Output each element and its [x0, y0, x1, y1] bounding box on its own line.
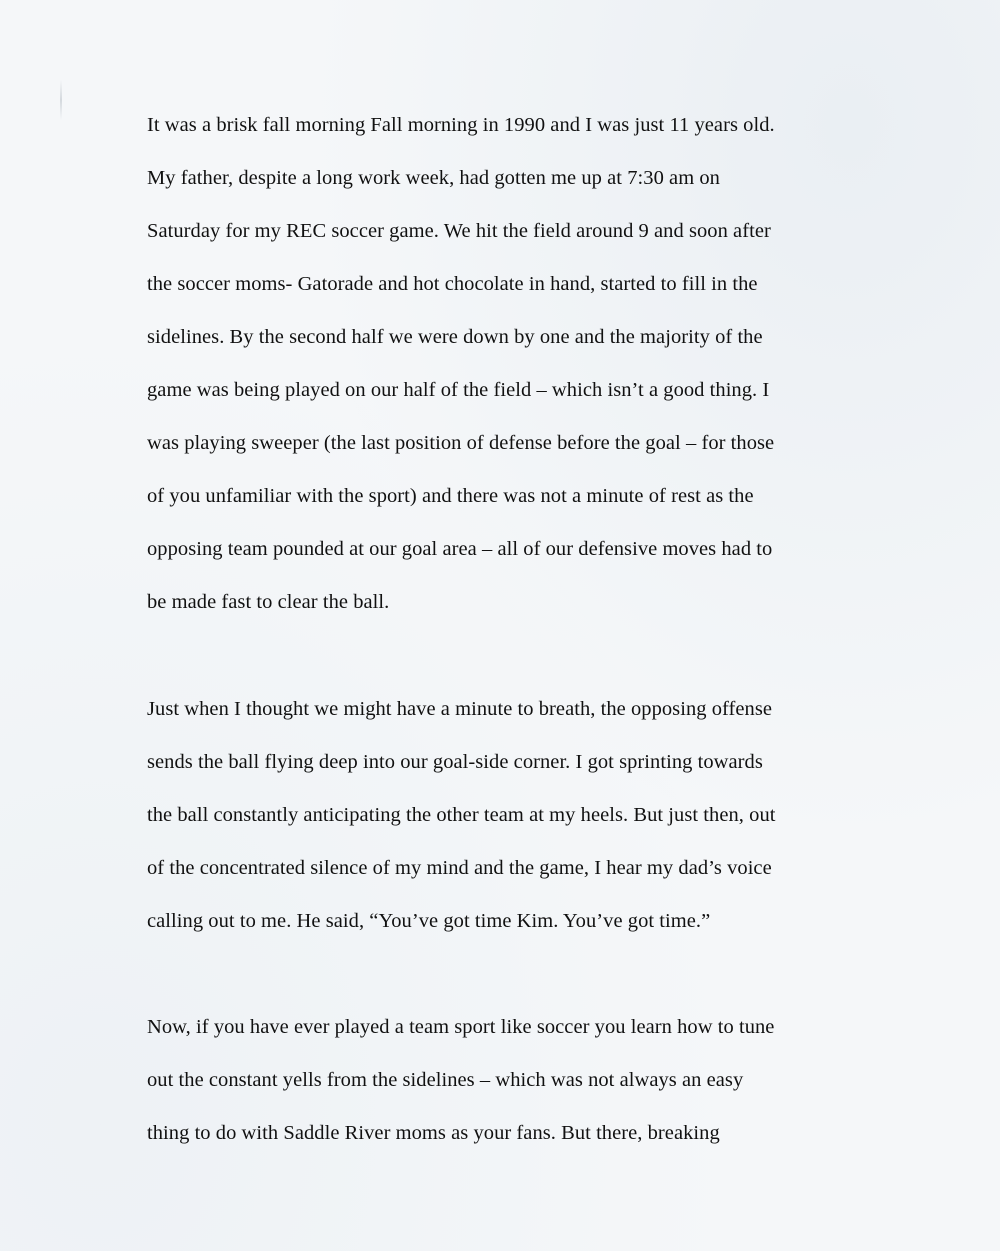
paragraph-line: of the concentrated silence of my mind and the game, I hear my dad’s voice [147, 857, 772, 879]
paragraph-line: was playing sweeper (the last position of defense before the goal – for those [147, 432, 775, 454]
paragraph-line: Just when I thought we might have a minute to breath, the opposing offense [147, 698, 773, 720]
paragraph-line: game was being played on our half of the field – which isn’t a good thing. I [147, 379, 770, 401]
paragraph-line: calling out to me. He said, “You’ve got time Kim. You’ve got time.” [147, 910, 711, 932]
paragraph-line: the ball constantly anticipating the other team at my heels. But just then, out [147, 804, 776, 826]
paragraph-line: Saturday for my REC soccer game. We hit the field around 9 and soon after [147, 220, 771, 242]
scan-artifact [60, 80, 62, 120]
paragraph-line: the soccer moms- Gatorade and hot chocolate in hand, started to fill in the [147, 273, 758, 295]
paragraph-line: thing to do with Saddle River moms as your fans. But there, breaking [147, 1122, 720, 1144]
paragraph-line: of you unfamiliar with the sport) and there was not a minute of rest as the [147, 485, 754, 507]
paragraph-line: My father, despite a long work week, had gotten me up at 7:30 am on [147, 167, 720, 189]
paragraph-line: be made fast to clear the ball. [147, 591, 390, 613]
paragraph-line: It was a brisk fall morning Fall morning in 1990 and I was just 11 years old. [147, 114, 775, 136]
paragraph-line: Now, if you have ever played a team sport like soccer you learn how to tune [147, 1016, 775, 1038]
paragraph-line: sidelines. By the second half we were down by one and the majority of the [147, 326, 763, 348]
paragraph-line: sends the ball flying deep into our goal-side corner. I got sprinting towards [147, 751, 763, 773]
paragraph-line: out the constant yells from the sidelines – which was not always an easy [147, 1069, 744, 1091]
paragraph-line: opposing team pounded at our goal area – all of our defensive moves had to [147, 538, 773, 560]
